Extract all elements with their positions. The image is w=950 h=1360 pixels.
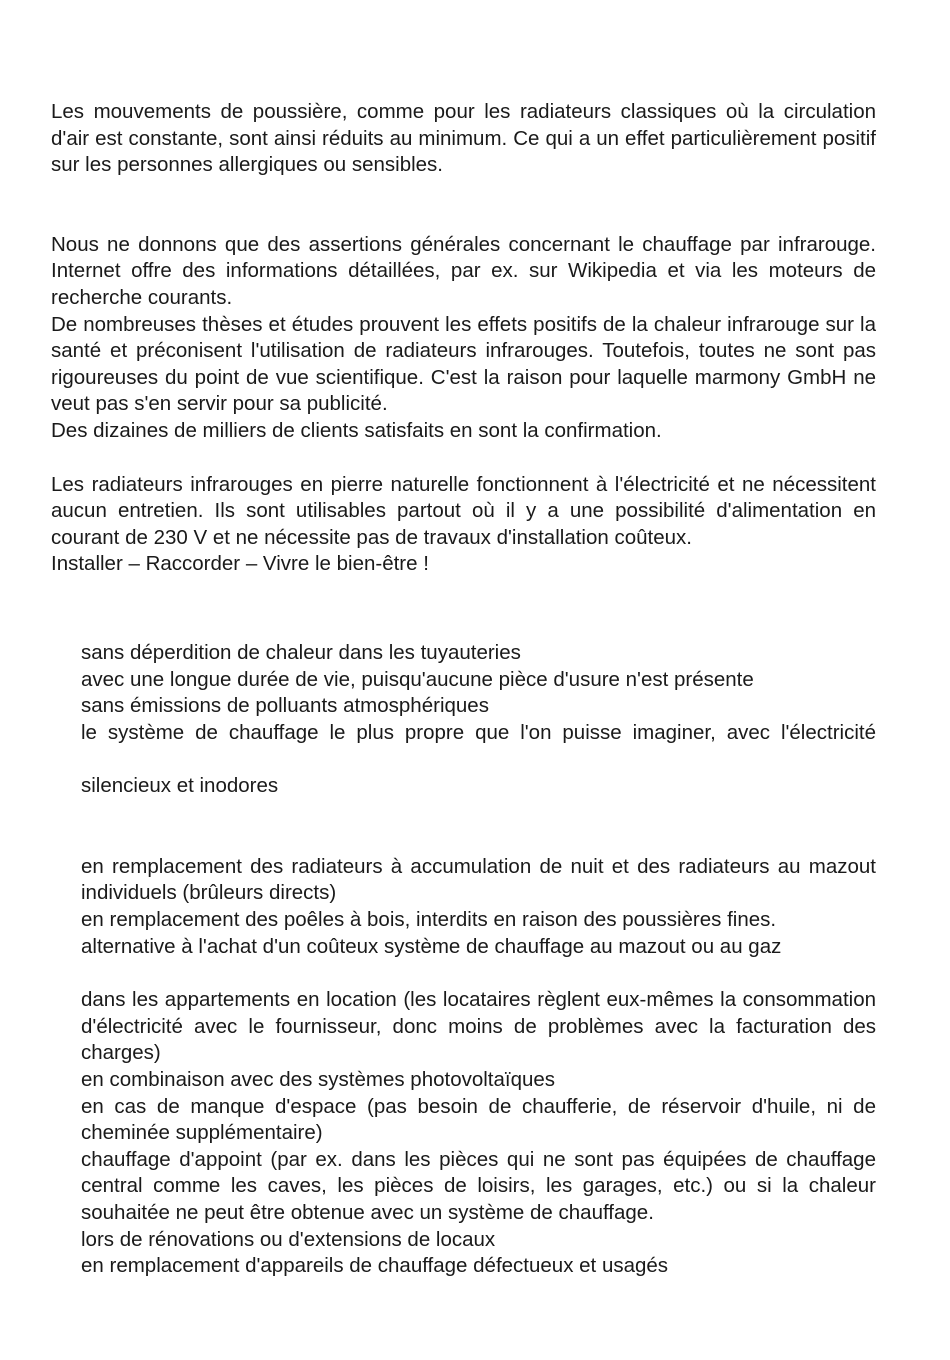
list-item: en remplacement des radiateurs à accumulation de nuit et des radiateurs au mazout individuels (brûleurs directs) — [81, 854, 876, 905]
list-item: sans émissions de polluants atmosphériques — [81, 694, 489, 718]
paragraph-studies: De nombreuses thèses et études prouvent les effets positifs de la chaleur infrarouge sur la santé et préconisent l'utilisation de radiateurs infrarouges. Toutefois, toutes ne sont pas rigoureuses du point de vue scientifique. C'est la raison pour laquelle marmony GmbH ne veut pas s'en servir pour sa publicité. — [51, 312, 876, 416]
list-item: alternative à l'achat d'un coûteux système de chauffage au mazout ou au gaz — [81, 934, 782, 958]
list-item: sans déperdition de chaleur dans les tuyauteries — [81, 640, 521, 664]
list-item: le système de chauffage le plus propre que l'on puisse imaginer, avec l'électricité — [81, 720, 876, 744]
advantages-list-extra — [51, 773, 876, 800]
list-item: en combinaison avec des systèmes photovoltaïques — [81, 1068, 556, 1092]
uses-list — [51, 987, 876, 1280]
list-item: chauffage d'appoint (par ex. dans les pièces qui ne sont pas équipées de chauffage central comme les caves, les pièces de loisirs, les garages, etc.) ou si la chaleur souhaitée ne peut être obtenue avec un système de chauffage. — [81, 1147, 876, 1224]
paragraph-dust: Les mouvements de poussière, comme pour les radiateurs classiques où la circulation d'air est constante, sont ainsi réduits au minimum. Ce qui a un effet particulièrement positif sur les personnes allergiques ou sensibles. — [51, 100, 876, 177]
list-item: en cas de manque d'espace (pas besoin de chaufferie, de réservoir d'huile, ni de cheminée supplémentaire) — [81, 1094, 876, 1145]
replacements-list — [51, 854, 876, 960]
list-item: avec une longue durée de vie, puisqu'aucune pièce d'usure n'est présente — [81, 667, 754, 691]
advantages-list — [51, 640, 876, 746]
paragraph-general-assertions: Nous ne donnons que des assertions générales concernant le chauffage par infrarouge. Internet offre des informations détaillées, par ex. sur Wikipedia et via les moteurs de recherche courants. — [51, 232, 876, 309]
list-item: en remplacement d'appareils de chauffage défectueux et usagés — [81, 1254, 669, 1278]
paragraph-electricity: Les radiateurs infrarouges en pierre naturelle fonctionnent à l'électricité et ne nécessitent aucun entretien. Ils sont utilisables partout où il y a une possibilité d'alimentation en courant de 230 V et ne nécessite pas de travaux d'installation coûteux. — [51, 472, 876, 549]
list-item: silencieux et inodores — [81, 774, 279, 798]
list-item: lors de rénovations ou d'extensions de locaux — [81, 1227, 496, 1251]
document-page — [51, 99, 876, 1280]
paragraph-confirmation: Des dizaines de milliers de clients satisfaits en sont la confirmation. — [51, 418, 662, 442]
list-item: en remplacement des poêles à bois, interdits en raison des poussières fines. — [81, 908, 777, 932]
list-item: dans les appartements en location (les locataires règlent eux-mêmes la consommation d'électricité avec le fournisseur, donc moins de problèmes avec la facturation des charges) — [81, 988, 876, 1065]
paragraph-slogan: Installer – Raccorder – Vivre le bien-être ! — [51, 552, 429, 576]
